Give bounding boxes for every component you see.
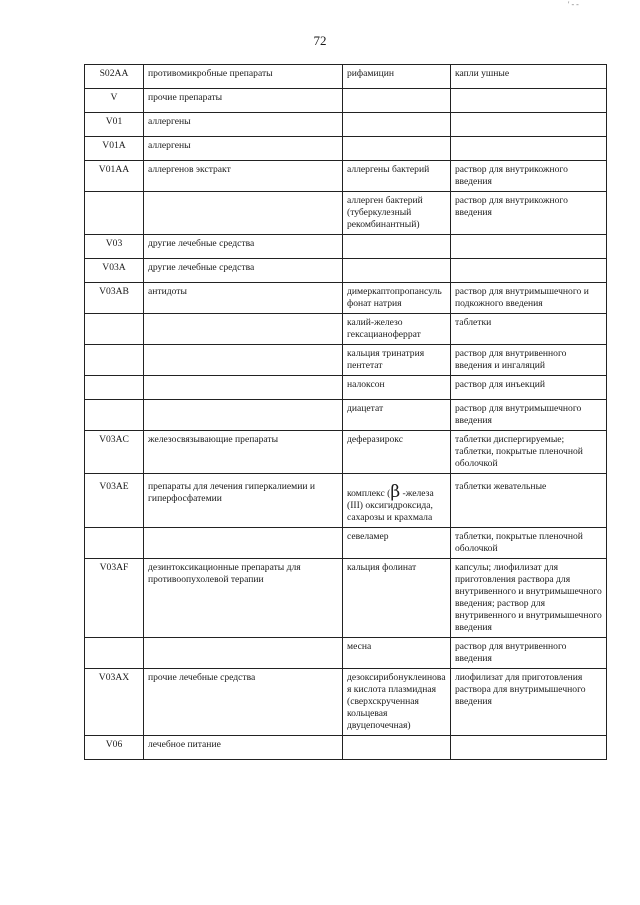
table-row: [85, 669, 607, 736]
dosage-form-cell: раствор для внутримышечного введения: [451, 400, 607, 431]
atc-code-cell: V03AF: [85, 559, 144, 638]
drug-name-suffix: -железа (III) оксигидроксида, сахарозы и крахмала: [347, 488, 434, 523]
drug-name-cell: кальция фолинат: [343, 559, 451, 638]
atc-code-cell: V01A: [85, 137, 144, 161]
atc-group-cell: [144, 345, 343, 376]
atc-code-cell: [85, 638, 144, 669]
drug-name-cell: [343, 259, 451, 283]
atc-code-cell: V03AX: [85, 669, 144, 736]
table-row: [85, 192, 607, 235]
atc-group-cell: [144, 400, 343, 431]
dosage-form-cell: таблетки, покрытые пленочной оболочкой: [451, 528, 607, 559]
drug-name-cell: [343, 474, 451, 528]
table-row: [85, 638, 607, 669]
drug-name-cell: аллерген бактерий (туберкулезный рекомбинантный): [343, 192, 451, 235]
dosage-form-cell: раствор для инъекций: [451, 376, 607, 400]
dosage-form-cell: таблетки диспергируемые; таблетки, покрытые пленочной оболочкой: [451, 431, 607, 474]
atc-group-cell: железосвязывающие препараты: [144, 431, 343, 474]
table-row: [85, 528, 607, 559]
drug-name-cell: севеламер: [343, 528, 451, 559]
atc-group-cell: другие лечебные средства: [144, 235, 343, 259]
dosage-form-cell: [451, 736, 607, 760]
atc-code-cell: [85, 192, 144, 235]
atc-group-cell: [144, 314, 343, 345]
atc-code-cell: [85, 345, 144, 376]
drug-name-cell: налоксон: [343, 376, 451, 400]
dosage-form-cell: капли ушные: [451, 65, 607, 89]
atc-code-cell: S02AA: [85, 65, 144, 89]
table-row: [85, 400, 607, 431]
atc-code-cell: V06: [85, 736, 144, 760]
drug-name-cell: калий-железо гексацианоферрат: [343, 314, 451, 345]
table-row: [85, 65, 607, 89]
atc-group-cell: дезинтоксикационные препараты для противоопухолевой терапии: [144, 559, 343, 638]
dosage-form-cell: [451, 89, 607, 113]
dosage-form-cell: таблетки: [451, 314, 607, 345]
drug-name-cell: [343, 89, 451, 113]
atc-group-cell: антидоты: [144, 283, 343, 314]
atc-group-cell: препараты для лечения гиперкалиемии и гиперфосфатемии: [144, 474, 343, 528]
drug-name-cell: кальция тринатрия пентетат: [343, 345, 451, 376]
atc-code-cell: [85, 314, 144, 345]
dosage-form-cell: [451, 259, 607, 283]
drug-name-cell: месна: [343, 638, 451, 669]
table-row: [85, 161, 607, 192]
atc-code-cell: [85, 376, 144, 400]
drug-name-cell: [343, 736, 451, 760]
dosage-form-cell: раствор для внутривенного введения: [451, 638, 607, 669]
table-row: [85, 283, 607, 314]
atc-group-cell: прочие препараты: [144, 89, 343, 113]
atc-code-cell: V03: [85, 235, 144, 259]
dosage-form-cell: раствор для внутрикожного введения: [451, 161, 607, 192]
dosage-form-cell: раствор для внутрикожного введения: [451, 192, 607, 235]
atc-group-cell: лечебное питание: [144, 736, 343, 760]
atc-group-cell: прочие лечебные средства: [144, 669, 343, 736]
atc-code-cell: V03A: [85, 259, 144, 283]
atc-group-cell: [144, 638, 343, 669]
dosage-form-cell: раствор для внутримышечного и подкожного введения: [451, 283, 607, 314]
drug-name-cell: димеркаптопропансульфонат натрия: [343, 283, 451, 314]
dosage-form-cell: таблетки жевательные: [451, 474, 607, 528]
dosage-form-cell: [451, 137, 607, 161]
atc-group-cell: другие лечебные средства: [144, 259, 343, 283]
table-row: [85, 559, 607, 638]
drug-name-cell: [343, 113, 451, 137]
atc-group-cell: [144, 192, 343, 235]
atc-code-cell: V03AB: [85, 283, 144, 314]
atc-code-cell: V: [85, 89, 144, 113]
table-row: [85, 736, 607, 760]
atc-code-cell: V03AC: [85, 431, 144, 474]
drug-table: [84, 64, 607, 760]
beta-symbol: β: [390, 482, 401, 502]
table-row: [85, 89, 607, 113]
table-row: [85, 431, 607, 474]
drug-name-cell: диацетат: [343, 400, 451, 431]
table-row: [85, 137, 607, 161]
dosage-form-cell: раствор для внутривенного введения и ингаляций: [451, 345, 607, 376]
table-row: [85, 259, 607, 283]
atc-code-cell: V01AA: [85, 161, 144, 192]
dosage-form-cell: лиофилизат для приготовления раствора для внутримышечного введения: [451, 669, 607, 736]
atc-group-cell: [144, 528, 343, 559]
atc-code-cell: [85, 528, 144, 559]
dosage-form-cell: [451, 113, 607, 137]
drug-name-prefix: комплекс (: [347, 488, 391, 499]
drug-name-cell: [343, 235, 451, 259]
table-row: [85, 474, 607, 528]
drug-name-cell: дезоксирибонуклеиновая кислота плазмидная (сверхскрученная кольцевая двуцепочечная): [343, 669, 451, 736]
drug-name-cell: аллергены бактерий: [343, 161, 451, 192]
atc-code-cell: V01: [85, 113, 144, 137]
atc-group-cell: аллергены: [144, 137, 343, 161]
table-row: [85, 113, 607, 137]
table-row: [85, 376, 607, 400]
page-number: 72: [313, 33, 327, 48]
table-row: [85, 345, 607, 376]
table-row: [85, 235, 607, 259]
table-row: [85, 314, 607, 345]
atc-group-cell: аллергены: [144, 113, 343, 137]
drug-name-cell: деферазирокс: [343, 431, 451, 474]
atc-group-cell: аллергенов экстракт: [144, 161, 343, 192]
drug-name-cell: [343, 137, 451, 161]
corner-mark: ' - -: [568, 0, 579, 9]
dosage-form-cell: капсулы; лиофилизат для приготовления раствора для внутривенного и внутримышечного введения; раствор для внутривенного и внутримышечного введения: [451, 559, 607, 638]
atc-code-cell: [85, 400, 144, 431]
drug-name-cell: рифамицин: [343, 65, 451, 89]
dosage-form-cell: [451, 235, 607, 259]
atc-group-cell: противомикробные препараты: [144, 65, 343, 89]
atc-code-cell: V03AE: [85, 474, 144, 528]
atc-group-cell: [144, 376, 343, 400]
